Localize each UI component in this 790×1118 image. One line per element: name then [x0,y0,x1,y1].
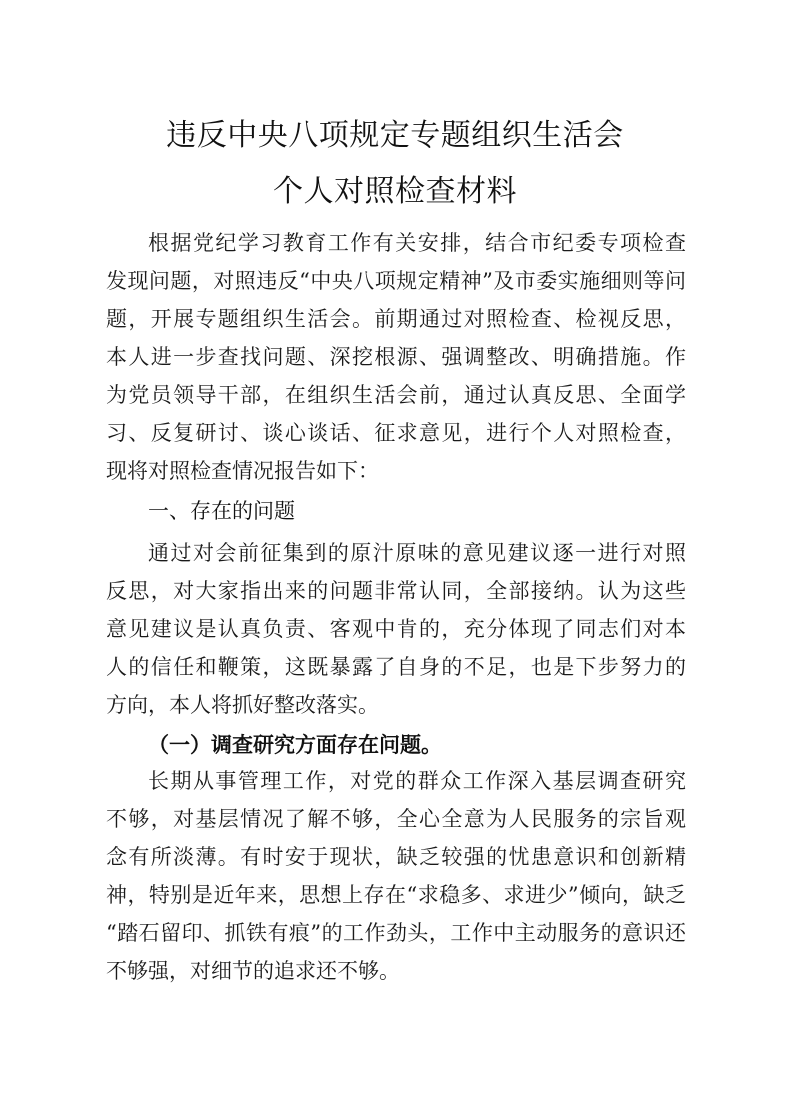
document-title: 违反中央八项规定专题组织生活会 [166,118,624,153]
paragraph-line: 念有所淡薄。有时安于现状，缺乏较强的忧患意识和创新精 [106,845,686,869]
paragraph-line: 不够强，对细节的追求还不够。 [106,959,400,983]
paragraph-line: 长期从事管理工作，对党的群众工作深入基层调查研究 [148,769,686,793]
paragraph-line: 反思，对大家指出来的问题非常认同，全部接纳。认为这些 [106,579,686,603]
paragraph-line: 人的信任和鞭策，这既暴露了自身的不足，也是下步努力的 [106,655,686,679]
paragraph-line: “踏石留印、抓铁有痕”的工作劲头，工作中主动服务的意识还 [106,921,686,945]
paragraph-line: 根据党纪学习教育工作有关安排，结合市纪委专项检查 [148,231,686,255]
paragraph-line: 发现问题，对照违反“中央八项规定精神”及市委实施细则等问 [106,269,686,293]
document-subtitle: 个人对照检查材料 [273,174,517,209]
paragraph-line: 神，特别是近年来，思想上存在“求稳多、求进少”倾向，缺乏 [106,883,686,907]
paragraph-line: 方向，本人将抓好整改落实。 [106,693,379,717]
paragraph-line: 为党员领导干部，在组织生活会前，通过认真反思、全面学 [106,383,686,407]
section-heading: 一、存在的问题 [148,499,295,523]
paragraph-line: 意见建议是认真负责、客观中肯的，充分体现了同志们对本 [106,617,686,641]
paragraph-line: 通过对会前征集到的原汁原味的意见建议逐一进行对照 [148,541,686,565]
paragraph-line: 不够，对基层情况了解不够，全心全意为人民服务的宗旨观 [106,807,686,831]
paragraph-line: 本人进一步查找问题、深挖根源、强调整改、明确措施。作 [106,345,686,369]
paragraph-line: 题，开展专题组织生活会。前期通过对照检查、检视反思， [106,307,686,331]
subsection-heading: （一）调查研究方面存在问题。 [148,732,442,757]
paragraph-line: 习、反复研讨、谈心谈话、征求意见，进行个人对照检查， [106,421,686,445]
paragraph-line: 现将对照检查情况报告如下： [106,459,379,483]
